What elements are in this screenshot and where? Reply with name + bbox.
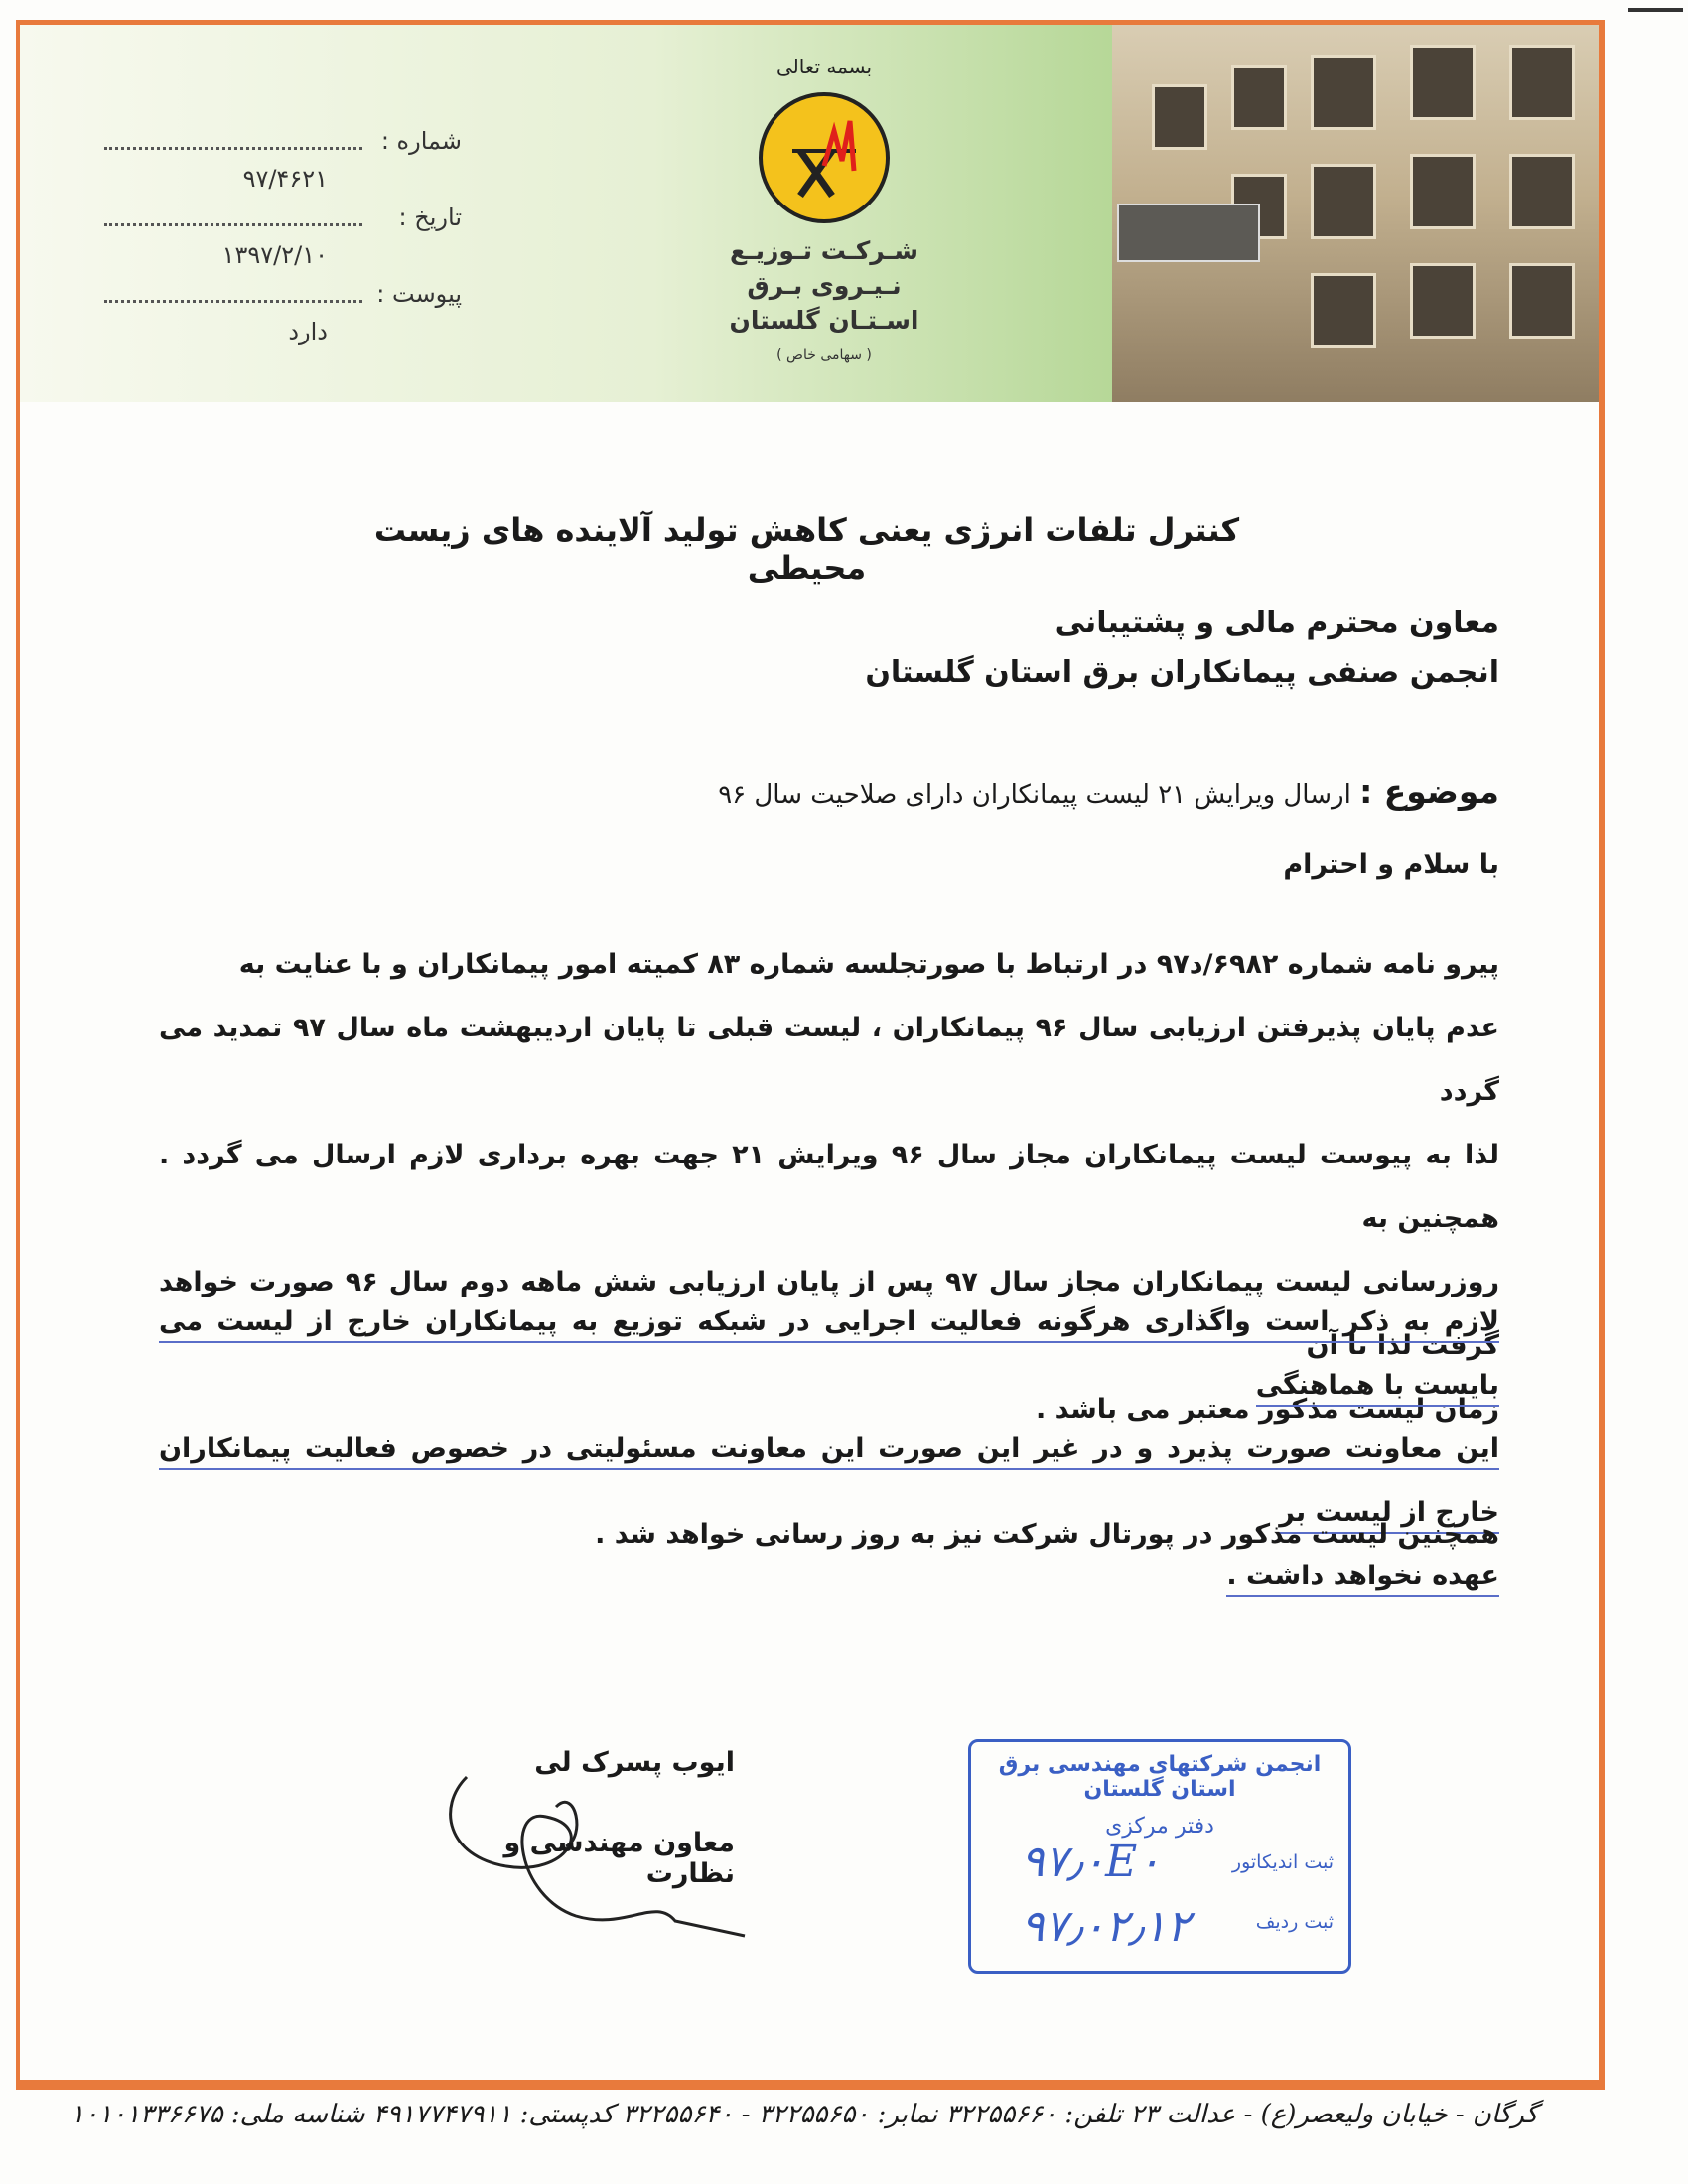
- stamp-row-label: ثبت ردیف: [1255, 1911, 1334, 1933]
- paragraph-1-line: پیرو نامه شماره ۶۹۸۲/د۹۷ در ارتباط با صورتجلسه شماره ۸۳ کمیته امور پیمانکاران و با عنایت به: [238, 949, 1499, 980]
- stamp-indicator-label: ثبت اندیکاتور: [1231, 1851, 1334, 1873]
- paragraph-2: [159, 1291, 1499, 1608]
- stamp-row-value: ۹۷٫۰۲٫۱۲: [1021, 1901, 1191, 1952]
- signature-block: [417, 1747, 735, 1889]
- number-value: ۹۷/۴۶۲۱: [242, 165, 328, 193]
- paragraph-1-line: زمان لیست مذکور معتبر می باشد .: [1035, 1394, 1499, 1425]
- company-name: شـرکـت تـوزیـع نـیـروی بـرق: [730, 236, 918, 300]
- slogan: کنترل تلفات انرژی یعنی کاهش تولید آلاینده های زیست محیطی: [373, 511, 1240, 587]
- subject: [308, 772, 1499, 811]
- bismillah: بسمه تعالی: [775, 55, 873, 78]
- company-logo-block: [695, 55, 953, 363]
- number-label: شماره :: [380, 127, 462, 155]
- company-type: ( سهامی خاص ): [776, 347, 872, 363]
- paragraph-1-line: عدم پایان پذیرفتن ارزیابی سال ۹۶ پیمانکاران ، لیست قبلی تا پایان اردیبهشت ماه سال ۹۷ تمدید می گردد: [159, 1013, 1499, 1107]
- signatory-name: ایوب پسرک لی: [534, 1747, 735, 1778]
- letter-attachment: [104, 280, 462, 345]
- recipient-line-1: معاون محترم مالی و پشتیبانی: [1055, 606, 1499, 640]
- registration-stamp: [968, 1739, 1351, 1974]
- stamp-indicator-value: ۹۷٫۰E۰: [1021, 1837, 1161, 1887]
- recipient-line-2: انجمن صنفی پیمانکاران برق استان گلستان: [865, 655, 1499, 690]
- letter-number: [104, 127, 462, 193]
- letter-date: [104, 204, 462, 269]
- attachment-value: دارد: [288, 318, 328, 345]
- company-logo-icon: [759, 92, 890, 223]
- footer-address: گرگان - خیابان ولیعصر(ع) - عدالت ۲۳ تلفن: ۳۲۲۵۵۶۶۰ نمابر: ۳۲۲۵۵۶۵۰ - ۳۲۲۵۵۶۴۰ کدپستی: ۴۹۱۷۷۴۷۹۱۱ شناسه ملی: ۱۰۱۰۱۳۳۶۶۷۵: [70, 2100, 1538, 2129]
- date-value: ۱۳۹۷/۲/۱۰: [221, 241, 328, 269]
- scan-mark: [1628, 8, 1683, 12]
- paragraph-2-line: لازم به ذکر است واگذاری هرگونه فعالیت اجرایی در شبکه توزیع به پیمانکاران خارج از لیست می بایست با هماهنگی: [159, 1306, 1499, 1407]
- greeting: با سلام و احترام: [1283, 849, 1499, 880]
- paragraph-2-line: عهده نخواهد داشت .: [1226, 1561, 1499, 1597]
- date-label: تاریخ :: [398, 204, 462, 231]
- closing-line: همچنین لیست مذکور در پورتال شرکت نیز به روز رسانی خواهد شد .: [595, 1519, 1499, 1550]
- paragraph-1-line: روزرسانی لیست پیمانکاران مجاز سال ۹۷ پس از پایان ارزیابی شش ماهه دوم سال ۹۶ صورت خواهد گرفت لذا تا آن: [159, 1267, 1500, 1361]
- attachment-label: پیوست :: [376, 280, 462, 308]
- paragraph-1-line: لذا به پیوست لیست پیمانکاران مجاز سال ۹۶ ویرایش ۲۱ جهت بهره برداری لازم ارسال می گردد . همچنین به: [159, 1140, 1500, 1234]
- subject-label: موضوع :: [1359, 772, 1499, 811]
- paragraph-2-line: این معاونت صورت پذیرد و در غیر این صورت این معاونت مسئولیتی در خصوص فعالیت پیمانکاران خارج از لیست بر: [159, 1433, 1499, 1534]
- signatory-title: معاون مهندسی و نظارت: [503, 1828, 735, 1889]
- subject-text: ارسال ویرایش ۲۱ لیست پیمانکاران دارای صلاحیت سال ۹۶: [718, 780, 1351, 810]
- stamp-org: انجمن شرکتهای مهندسی برق استان گلستان: [998, 1752, 1322, 1802]
- company-province: اسـتـان گلستان: [729, 306, 919, 335]
- stamp-office: دفتر مرکزی: [1105, 1814, 1214, 1839]
